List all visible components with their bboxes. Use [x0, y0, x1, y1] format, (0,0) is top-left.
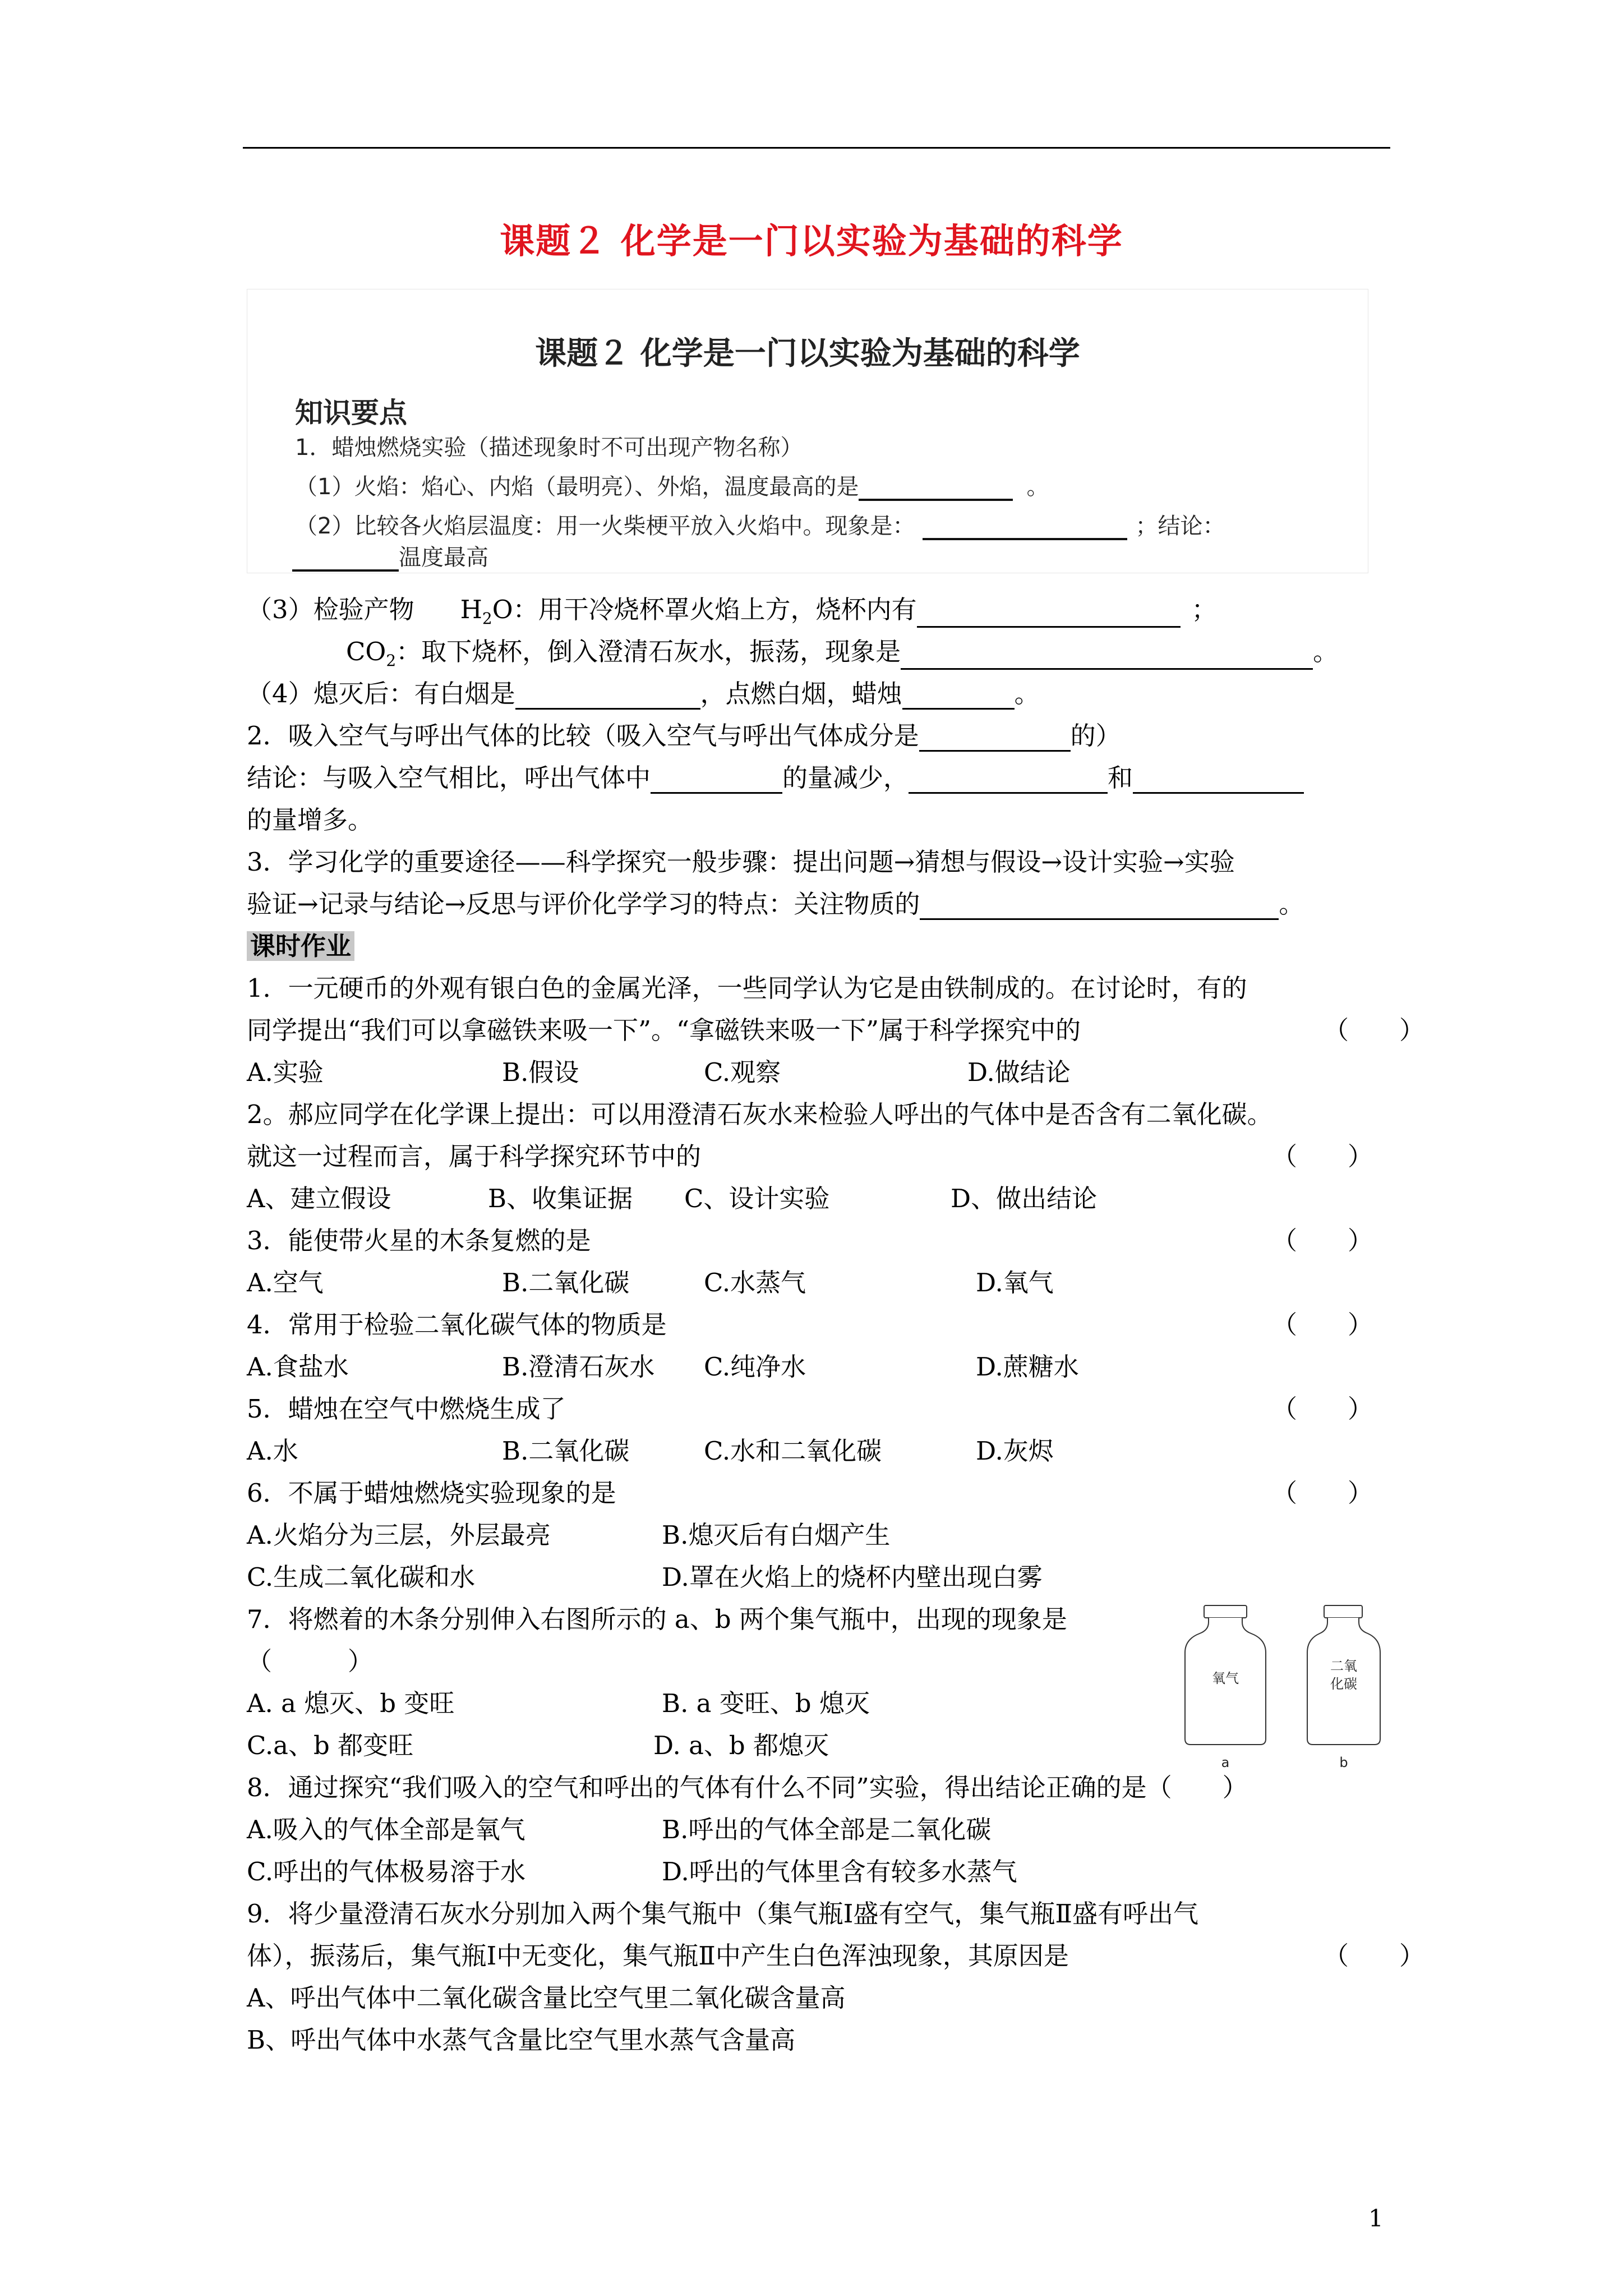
scan-line-3: （2）比较各火焰层温度：用一火柴梗平放入火焰中。现象是： ；结论： [295, 513, 1225, 539]
q5-answer-paren[interactable]: （ ） [1272, 1394, 1373, 1424]
knowledge-2-conclusion: 结论：与吸入空气相比，呼出气体中 的量减少， 和 [247, 757, 1304, 794]
scan-heading: 知识要点 [295, 397, 407, 429]
knowledge-2-end: 的量增多。 [247, 805, 374, 835]
q8-stem: 8．通过探究“我们吸入的空气和呼出的气体有什么不同”实验，得出结论正确的是（ ） [247, 1773, 1248, 1802]
q7-options-row2: C.a、b 都变旺 D. a、b 都熄灭 [247, 1731, 829, 1760]
scan-line-1: 1．蜡烛燃烧实验（描述现象时不可出现产物名称） [295, 435, 803, 461]
q2-line1: 2。郝应同学在化学课上提出：可以用澄清石灰水来检验人呼出的气体中是否含有二氧化碳。 [247, 1099, 1272, 1129]
knowledge-3-line1: 3．学习化学的重要途径——科学探究一般步骤：提出问题→猜想与假设→设计实验→实验 [247, 847, 1235, 877]
q6-answer-paren[interactable]: （ ） [1272, 1478, 1373, 1508]
q1-options: A.实验 B.假设 C.观察 D.做结论 [247, 1057, 1071, 1087]
q1-line2: 同学提出“我们可以拿磁铁来吸一下”。“拿磁铁来吸一下”属于科学探究中的 [247, 1015, 1081, 1045]
q3-answer-paren[interactable]: （ ） [1272, 1226, 1373, 1255]
scan-line-2: （1）火焰：焰心、内焰（最明亮）、外焰，温度最高的是 。 [295, 474, 1049, 500]
blank[interactable] [515, 682, 700, 710]
knowledge-2: 2．吸入空气与呼出气体的比较（吸入空气与呼出气体成分是 的） [247, 721, 1121, 751]
q3-stem: 3．能使带火星的木条复燃的是 [247, 1226, 591, 1255]
blank[interactable] [1133, 766, 1304, 794]
q2-answer-paren[interactable]: （ ） [1272, 1142, 1373, 1171]
blank[interactable] [859, 476, 1013, 501]
homework-heading: 课时作业 [247, 926, 354, 962]
q8-options-row1: A.吸入的气体全部是氧气 B.呼出的气体全部是二氧化碳 [247, 1815, 992, 1844]
q9-line1: 9．将少量澄清石灰水分别加入两个集气瓶中（集气瓶Ⅰ盛有空气，集气瓶Ⅱ盛有呼出气 [247, 1899, 1198, 1929]
blank[interactable] [292, 547, 399, 572]
q6-options-row2: C.生成二氧化碳和水 D.罩在火焰上的烧杯内壁出现白雾 [247, 1562, 1043, 1592]
q9-answer-paren[interactable]: （ ） [1324, 1941, 1425, 1971]
q7-options-row1: A. a 熄灭、b 变旺 B. a 变旺、b 熄灭 [247, 1688, 870, 1718]
q9-option-a: A、呼出气体中二氧化碳含量比空气里二氧化碳含量高 [247, 1983, 846, 2013]
page-number: 1 [1368, 2205, 1384, 2232]
jar-b-label-line1: 二氧 [1330, 1658, 1357, 1674]
blank[interactable] [919, 724, 1071, 752]
q6-stem: 6．不属于蜡烛燃烧实验现象的是 [247, 1478, 616, 1508]
scanned-notes-box [247, 289, 1368, 573]
header-rule [243, 147, 1390, 149]
knowledge-3a: （3）检验产物 $H_2O$：用干冷烧杯罩火焰上方，烧杯内有 ； [247, 595, 1217, 628]
blank[interactable] [902, 682, 1015, 710]
q7-stem: 7．将燃着的木条分别伸入右图所示的 a、b 两个集气瓶中，出现的现象是 [247, 1604, 1067, 1634]
knowledge-3-line2: 验证→记录与结论→反思与评价化学学习的特点：关注物质的 。 [247, 889, 1304, 919]
q1-answer-paren[interactable]: （ ） [1324, 1015, 1425, 1045]
q1-line1: 1．一元硬币的外观有银白色的金属光泽，一些同学认为它是由铁制成的。在讨论时，有的 [247, 973, 1247, 1003]
q2-options: A、建立假设 B、收集证据 C、设计实验 D、做出结论 [247, 1184, 1098, 1213]
q4-options: A.食盐水 B.澄清石灰水 C.纯净水 D.蔗糖水 [247, 1352, 1079, 1382]
jar-b-label-line2: 化碳 [1330, 1676, 1357, 1692]
page-title: 课题２ 化学是一门以实验为基础的科学 [500, 220, 1123, 261]
jar-a [1185, 1605, 1266, 1745]
q6-options-row1: A.火焰分为三层，外层最亮 B.熄灭后有白烟产生 [247, 1520, 891, 1550]
jar-b [1307, 1605, 1380, 1745]
q2-line2: 就这一过程而言，属于科学探究环节中的 [247, 1142, 702, 1171]
gas-jars-figure [1181, 1604, 1394, 1773]
knowledge-4: （4）熄灭后：有白烟是 ，点燃白烟，蜡烛 。 [247, 679, 1040, 708]
jar-b-caption: b [1339, 1755, 1348, 1770]
blank[interactable] [923, 516, 1127, 540]
blank[interactable] [917, 600, 1181, 628]
q7-answer-paren[interactable]: （ ） [247, 1646, 374, 1676]
jar-a-label: 氧气 [1212, 1671, 1239, 1686]
blank[interactable] [909, 766, 1108, 794]
scan-line-4: 温度最高 [295, 540, 488, 572]
q9-line2: 体），振荡后，集气瓶Ⅰ中无变化，集气瓶Ⅱ中产生白色浑浊现象，其原因是 [247, 1941, 1069, 1971]
q3-options: A.空气 B.二氧化碳 C.水蒸气 D.氧气 [247, 1268, 1054, 1297]
blank[interactable] [901, 642, 1313, 670]
knowledge-3b: $CO_2$：取下烧杯，倒入澄清石灰水，振荡，现象是 。 [346, 637, 1339, 670]
jar-a-caption: a [1221, 1755, 1230, 1770]
q5-options: A.水 B.二氧化碳 C.水和二氧化碳 D.灰烬 [247, 1436, 1054, 1466]
blank[interactable] [651, 766, 782, 794]
blank[interactable] [920, 892, 1279, 920]
q9-option-b: B、呼出气体中水蒸气含量比空气里水蒸气含量高 [247, 2025, 796, 2055]
q5-stem: 5．蜡烛在空气中燃烧生成了 [247, 1394, 566, 1424]
q8-options-row2: C.呼出的气体极易溶于水 D.呼出的气体里含有较多水蒸气 [247, 1857, 1017, 1887]
q4-stem: 4．常用于检验二氧化碳气体的物质是 [247, 1310, 667, 1340]
scan-title: 课题２ 化学是一门以实验为基础的科学 [535, 335, 1080, 372]
q4-answer-paren[interactable]: （ ） [1272, 1310, 1373, 1340]
